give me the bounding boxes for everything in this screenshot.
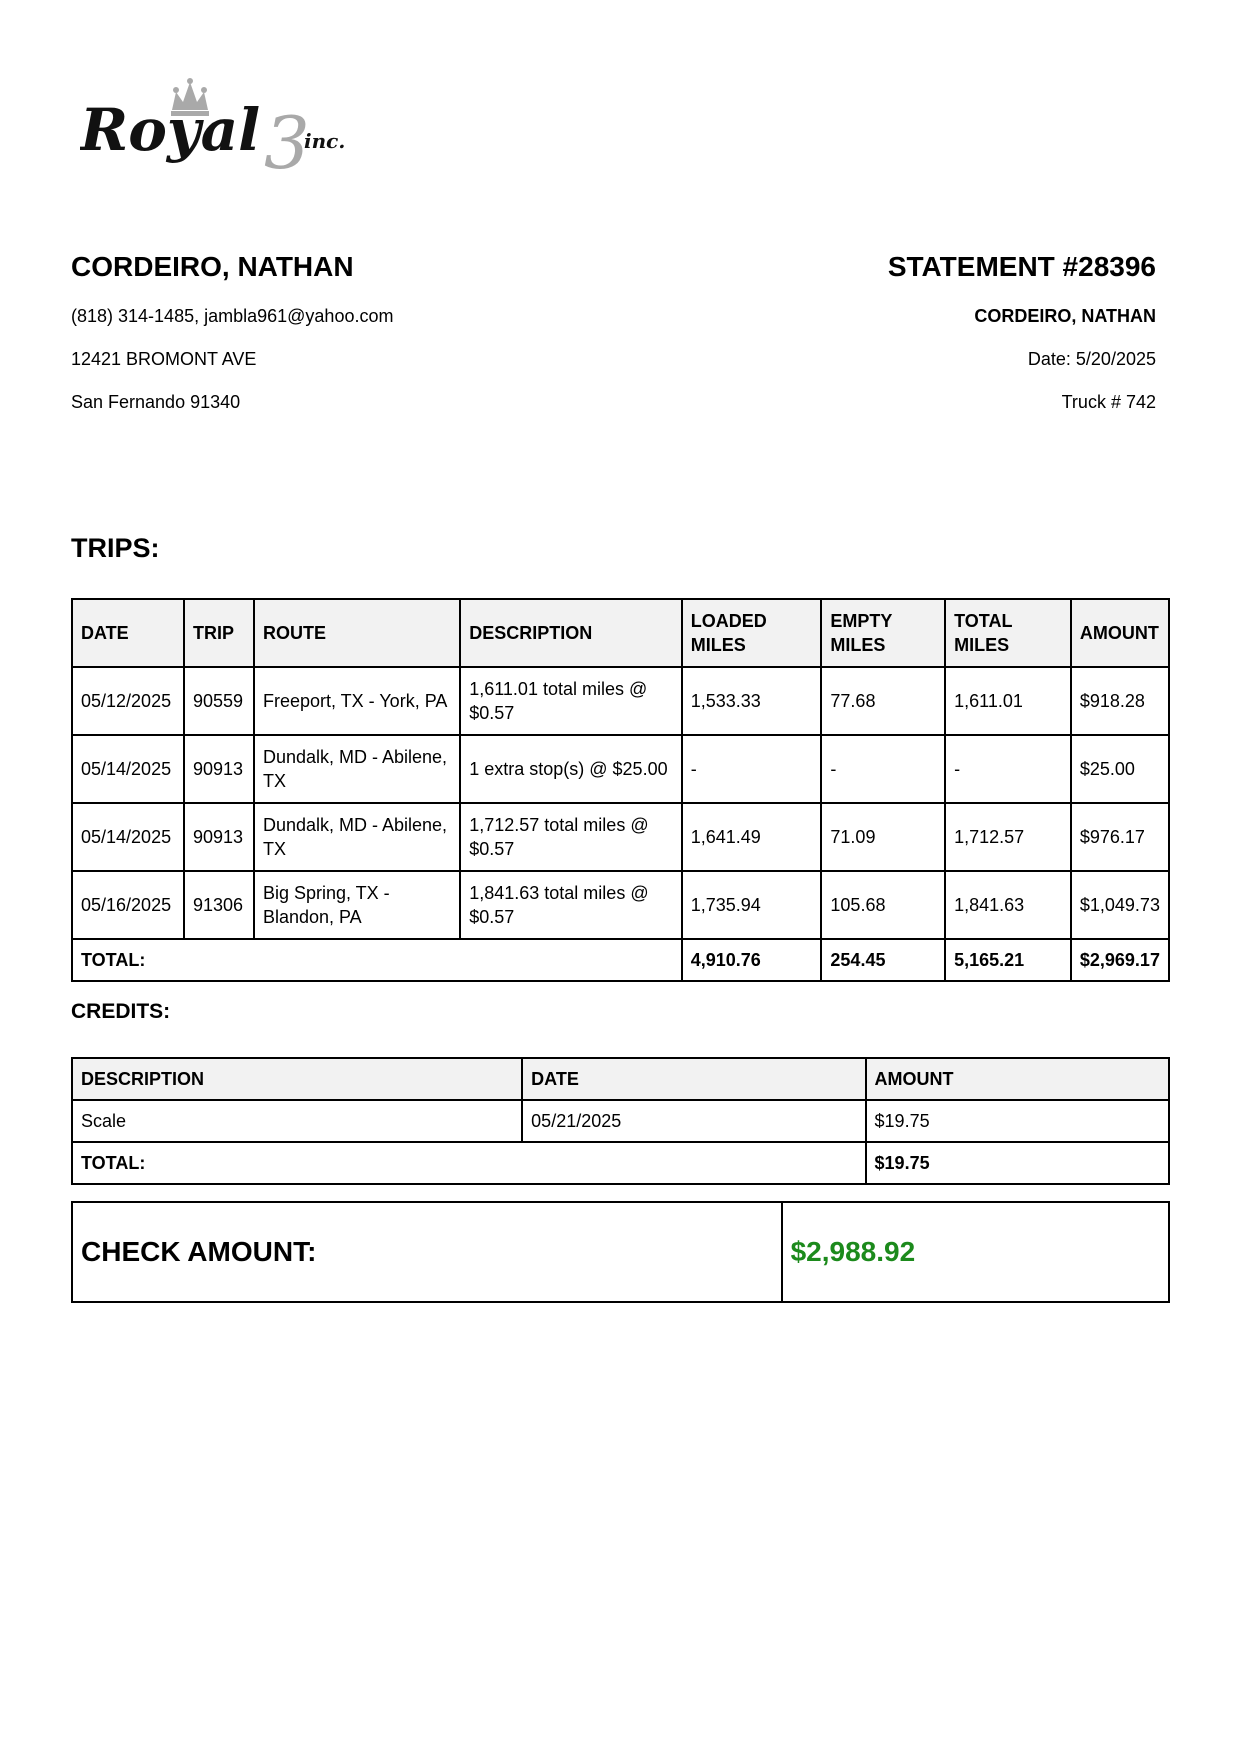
check-amount-row <box>72 1202 1169 1302</box>
column-header: DESCRIPTION <box>72 1058 522 1100</box>
credit-amount: $19.75 <box>866 1100 1169 1142</box>
trips-total-loaded: 4,910.76 <box>682 939 822 981</box>
trip-empty-miles: 71.09 <box>821 803 945 871</box>
credits-title: CREDITS: <box>71 1000 171 1023</box>
credits-total-row <box>72 1142 1169 1184</box>
svg-text:inc.: inc. <box>304 129 346 153</box>
trips-total-miles: 5,165.21 <box>945 939 1071 981</box>
credits-table <box>71 1057 1170 1185</box>
trips-total-row <box>72 939 1169 981</box>
driver-address-line2: San Fernando 91340 <box>71 392 241 412</box>
check-amount-value: $2,988.92 <box>782 1202 1169 1302</box>
check-amount-box <box>71 1201 1170 1303</box>
trip-amount: $1,049.73 <box>1071 871 1169 939</box>
statement-title: STATEMENT #28396 <box>887 251 1156 282</box>
trip-amount: $976.17 <box>1071 803 1169 871</box>
driver-info <box>71 250 393 413</box>
trip-empty-miles: 105.68 <box>821 871 945 939</box>
trips-title: TRIPS: <box>71 533 160 563</box>
column-header: AMOUNT <box>1071 599 1169 667</box>
company-logo <box>80 78 380 188</box>
trip-description: 1 extra stop(s) @ $25.00 <box>460 735 681 803</box>
column-header: DESCRIPTION <box>460 599 681 667</box>
statement-date: Date: 5/20/2025 <box>1027 349 1156 369</box>
trips-total-empty: 254.45 <box>821 939 945 981</box>
trip-total-miles: 1,611.01 <box>945 667 1071 735</box>
column-header: TRIP <box>184 599 254 667</box>
statement-name: CORDEIRO, NATHAN <box>974 306 1156 326</box>
trip-route: Freeport, TX - York, PA <box>254 667 460 735</box>
trip-loaded-miles: - <box>682 735 822 803</box>
driver-name: CORDEIRO, NATHAN <box>71 251 354 282</box>
driver-contact: (818) 314-1485, jambla961@yahoo.com <box>71 306 394 326</box>
table-row <box>72 803 1169 871</box>
credit-description: Scale <box>72 1100 522 1142</box>
trip-total-miles: 1,841.63 <box>945 871 1071 939</box>
check-amount-label: CHECK AMOUNT: <box>72 1202 782 1302</box>
trip-date: 05/14/2025 <box>72 803 184 871</box>
trips-header-row <box>72 599 1169 667</box>
trip-amount: $918.28 <box>1071 667 1169 735</box>
table-row <box>72 667 1169 735</box>
trip-route: Dundalk, MD - Abilene, TX <box>254 803 460 871</box>
trip-date: 05/12/2025 <box>72 667 184 735</box>
royal-crown-logo <box>80 78 380 188</box>
trip-total-miles: - <box>945 735 1071 803</box>
trip-loaded-miles: 1,735.94 <box>682 871 822 939</box>
credits-total-amount: $19.75 <box>866 1142 1169 1184</box>
column-header: AMOUNT <box>866 1058 1169 1100</box>
column-header: DATE <box>522 1058 865 1100</box>
trip-empty-miles: 77.68 <box>821 667 945 735</box>
trip-number: 90913 <box>184 735 254 803</box>
statement-truck: Truck # 742 <box>1061 392 1156 412</box>
column-header: EMPTY MILES <box>821 599 945 667</box>
credits-header-row <box>72 1058 1169 1100</box>
table-row <box>72 871 1169 939</box>
credits-total-label: TOTAL: <box>72 1142 866 1184</box>
trip-amount: $25.00 <box>1071 735 1169 803</box>
trips-total-amount: $2,969.17 <box>1071 939 1169 981</box>
trip-number: 90559 <box>184 667 254 735</box>
trip-date: 05/14/2025 <box>72 735 184 803</box>
column-header: TOTAL MILES <box>945 599 1071 667</box>
statement-info <box>888 250 1156 413</box>
trip-total-miles: 1,712.57 <box>945 803 1071 871</box>
trip-number: 91306 <box>184 871 254 939</box>
driver-address-line1: 12421 BROMONT AVE <box>71 349 257 369</box>
trip-date: 05/16/2025 <box>72 871 184 939</box>
trip-route: Dundalk, MD - Abilene, TX <box>254 735 460 803</box>
column-header: ROUTE <box>254 599 460 667</box>
table-row <box>72 1100 1169 1142</box>
trip-route: Big Spring, TX - Blandon, PA <box>254 871 460 939</box>
column-header: LOADED MILES <box>682 599 822 667</box>
trip-loaded-miles: 1,641.49 <box>682 803 822 871</box>
trip-description: 1,611.01 total miles @ $0.57 <box>460 667 681 735</box>
trip-description: 1,712.57 total miles @ $0.57 <box>460 803 681 871</box>
column-header: DATE <box>72 599 184 667</box>
trip-empty-miles: - <box>821 735 945 803</box>
trips-table <box>71 598 1170 982</box>
svg-text:3: 3 <box>264 101 310 185</box>
trips-total-label: TOTAL: <box>72 939 682 981</box>
trip-loaded-miles: 1,533.33 <box>682 667 822 735</box>
trip-number: 90913 <box>184 803 254 871</box>
svg-text:Royal: Royal <box>80 96 261 164</box>
credit-date: 05/21/2025 <box>522 1100 865 1142</box>
trip-description: 1,841.63 total miles @ $0.57 <box>460 871 681 939</box>
table-row <box>72 735 1169 803</box>
